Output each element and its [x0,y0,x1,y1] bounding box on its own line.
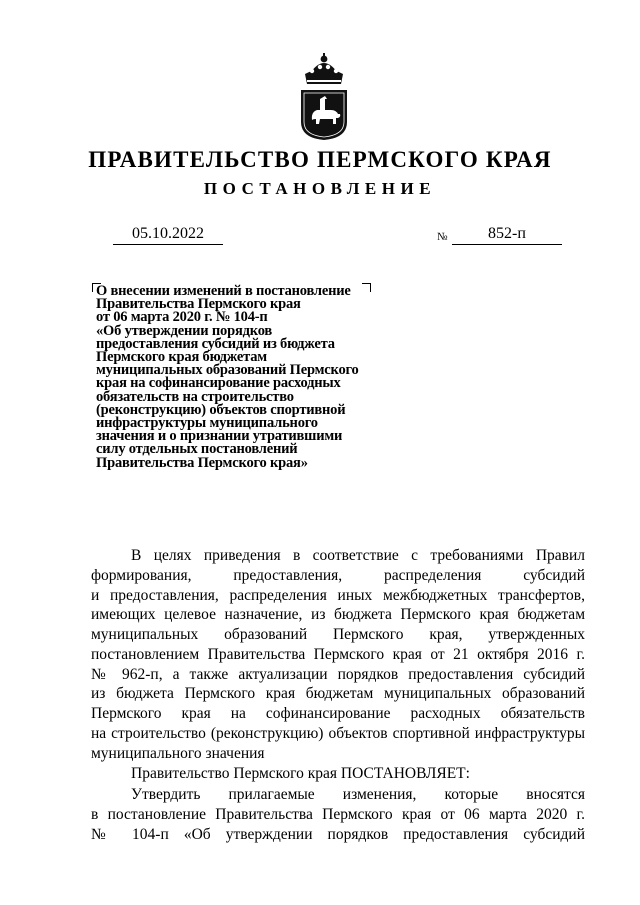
body-line: Утвердить прилагаемые изменения, которые вносятся [131,786,585,804]
body-line: муниципальных образований Пермского края, утвержденных [91,626,585,643]
body-line: имеющих целевое назначение, из бюджета Пермского края бюджетам [91,606,585,624]
heading-line: «Об утверждении порядков [96,322,273,339]
body-line: № 962-п, а также актуализации порядков предоставления субсидий [91,665,585,683]
heading-line: края на софинансирование расходных [96,375,341,392]
heading-line: силу отдельных постановлений [96,441,298,458]
heading-line: (реконструкцию) объектов спортивной [96,401,346,418]
body-line: в постановление Правительства Пермского края от 06 марта 2020 г. [91,806,585,823]
body-line: № 104-п «Об утверждении порядков предоставления субсидий [91,825,585,843]
document-type: ПОСТАНОВЛЕНИЕ [203,179,437,198]
heading-line: инфраструктуры муниципального [96,415,318,432]
body-line: муниципального значения [91,744,265,762]
body-line: постановлением Правительства Пермского края от 21 октября 2016 г. [91,645,585,663]
heading-line: значения и о признании утратившими [96,428,343,445]
heading-line: предоставления субсидий из бюджета [96,335,335,352]
heading-line: Правительства Пермского края [96,296,301,313]
document-body [91,546,585,845]
heading-line: муниципальных образований Пермского [96,362,359,379]
body-line: и предоставления, распределения иных межбюджетных трансфертов, [91,586,585,604]
document-number: 852-п [452,225,562,245]
heading-line: от 06 марта 2020 г. № 104-п [96,309,268,326]
government-title: ПРАВИТЕЛЬСТВО ПЕРМСКОГО КРАЯ [88,147,552,172]
body-line: формирования, предоставления, распределения субсидий [91,566,585,584]
body-line: В целях приведения в соответствие с требованиями Правил [131,547,585,564]
body-line: из бюджета Пермского края бюджетам муниципальных образований [91,685,585,703]
number-label: № [437,231,448,243]
heading-line: Правительства Пермского края» [96,454,308,471]
document-date: 05.10.2022 [113,225,223,245]
heading-line: Пермского края бюджетам [96,349,267,366]
document-heading [96,285,386,470]
heading-line: обязательств на строительство [96,388,294,405]
body-line: на строительство (реконструкцию) объектов спортивной инфраструктуры [91,724,585,742]
body-line: Пермского края на софинансирование расходных обязательств [91,705,585,722]
resolution-clause: Правительство Пермского края ПОСТАНОВЛЯЕТ: [131,765,470,783]
coat-of-arms-icon [299,50,349,142]
heading-line: О внесении изменений в постановление [96,283,351,299]
